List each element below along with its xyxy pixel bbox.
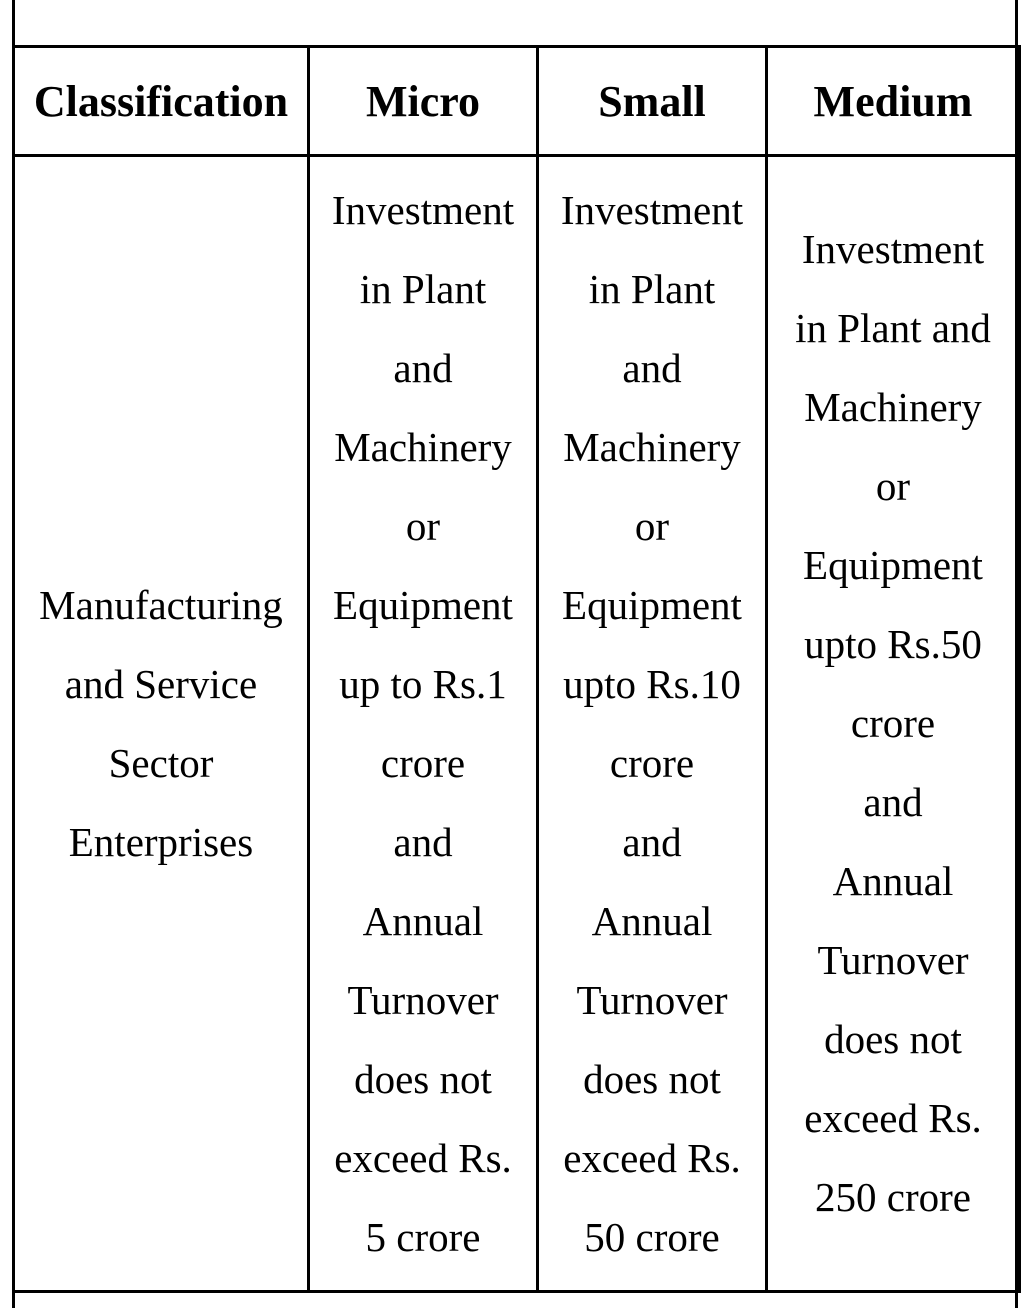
- header-classification: Classification: [14, 47, 309, 156]
- cell-small-criteria: Investment in Plant and Machinery or Equipment upto Rs.10 crore and Annual Turnover does not exceed Rs. 50 crore: [538, 156, 767, 1292]
- header-micro: Micro: [309, 47, 538, 156]
- cell-medium-criteria: Investment in Plant and Machinery or Equipment upto Rs.50 crore and Annual Turnover does not exceed Rs. 250 crore: [767, 156, 1020, 1292]
- msme-classification-table: [12, 45, 1021, 1293]
- header-small: Small: [538, 47, 767, 156]
- cell-micro-criteria: Investment in Plant and Machinery or Equipment up to Rs.1 crore and Annual Turnover does not exceed Rs. 5 crore: [309, 156, 538, 1292]
- table-row: [14, 156, 1020, 1292]
- header-row: [14, 47, 1020, 156]
- cell-classification: Manufacturing and Service Sector Enterprises: [14, 156, 309, 1292]
- header-medium: Medium: [767, 47, 1020, 156]
